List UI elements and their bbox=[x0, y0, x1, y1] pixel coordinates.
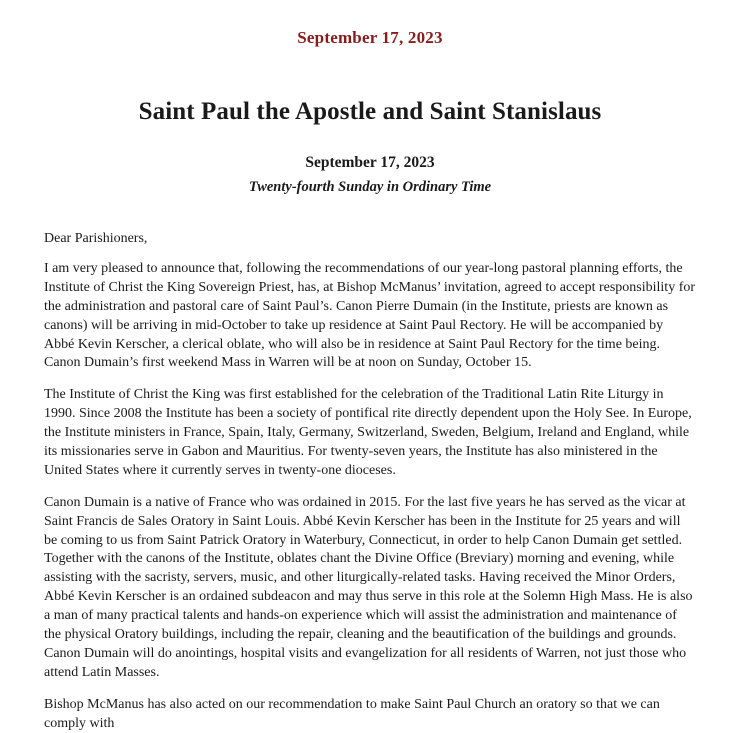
letter-body bbox=[44, 231, 696, 733]
date-banner: September 17, 2023 bbox=[297, 28, 443, 47]
document-subtitle-liturgical: Twenty-fourth Sunday in Ordinary Time bbox=[248, 179, 492, 195]
body-paragraph: Canon Dumain is a native of France who was ordained in 2015. For the last five years he has served as the vicar at Saint Francis de Sales Oratory in Saint Louis. Abbé Kevin Kerscher has been in the Institute for 25 years and will be coming to us from Saint Patrick Oratory in Waterbury, Connecticut, in order to help Canon Dumain get settled. Together with the canons of the Institute, oblates chant the Divine Office (Breviary) morning and evening, while assisting with the sacristy, servers, music, and other liturgically-related tasks. Having received the Minor Orders, Abbé Kevin Kerscher is an ordained subdeacon and may thus serve in this role at the Solemn High Mass. He is also a man of many practical talents and hands-on experience which will assist the administration and maintenance of the physical Oratory buildings, including the repair, cleaning and the beautification of the buildings and grounds. Canon Dumain will do anointings, hospital visits and evangelization for all residents of Warren, not just those who attend Latin Masses. bbox=[44, 494, 693, 680]
body-paragraph: Bishop McManus has also acted on our recommendation to make Saint Paul Church an oratory so that we can comply with bbox=[44, 696, 660, 731]
body-paragraph: The Institute of Christ the King was first established for the celebration of the Traditional Latin Rite Liturgy in 1990. Since 2008 the Institute has been a society of pontifical rite directly dependent upon the Holy See. In Europe, the Institute ministers in France, Spain, Italy, Germany, Switzerland, Sweden, Belgium, Ireland and England, while its missionaries serve in Gabon and Mauritius. For twenty-seven years, the Institute has also ministered in the United States where it currently serves in twenty-one dioceses. bbox=[44, 387, 692, 478]
page-title: Saint Paul the Apostle and Saint Stanislaus bbox=[138, 98, 602, 125]
document-subtitle-date: September 17, 2023 bbox=[305, 154, 435, 171]
body-paragraph: I am very pleased to announce that, following the recommendations of our year-long pastoral planning efforts, the Institute of Christ the King Sovereign Priest, has, at Bishop McManus’ invitation, agreed to accept responsibility for the administration and pastoral care of Saint Paul’s. Canon Pierre Dumain (in the Institute, priests are known as canons) will be arriving in mid-October to take up residence at Saint Paul Rectory. He will be accompanied by Abbé Kevin Kerscher, a clerical oblate, who will also be in residence at Saint Paul Rectory for the time being. Canon Dumain’s first weekend Mass in Warren will be at noon on Sunday, October 15. bbox=[44, 261, 696, 371]
salutation: Dear Parishioners, bbox=[44, 231, 148, 246]
